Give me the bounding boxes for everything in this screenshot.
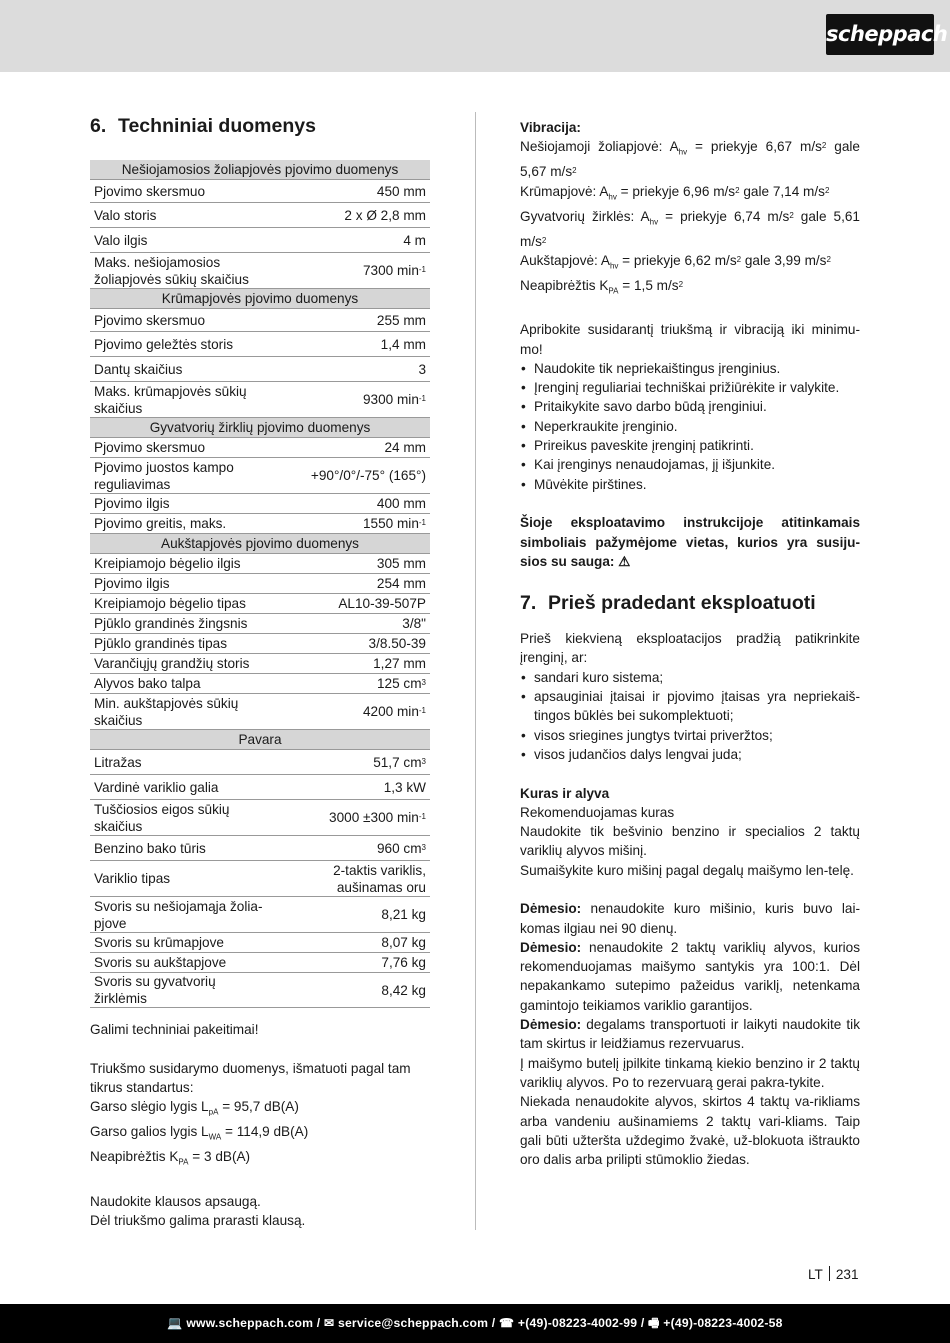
noise-intro: Triukšmo susidarymo duomenys, išmatuoti pagal tam tikrus standartus:: [90, 1060, 411, 1095]
spec-label: Pjūklo grandinės žingsnis: [90, 614, 273, 634]
header-bar: [0, 0, 950, 72]
spec-label: Svoris su aukštapjove: [90, 953, 273, 973]
spec-label: Pjovimo geležtės storis: [90, 332, 273, 357]
spec-label: Dantų skaičius: [90, 357, 273, 382]
list-item: • apsauginiai įtaisai ir pjovimo įtaisas yra nepriekaiš-tingos būklės bei sukomplektuoti;: [520, 687, 860, 726]
table-row: [90, 203, 430, 228]
table-row: [90, 514, 430, 534]
hearing-loss-note: Dėl triukšmo galima prarasti klausą.: [90, 1212, 306, 1228]
brand-logo: scheppach: [826, 14, 934, 55]
spec-label: Valo ilgis: [90, 228, 273, 253]
spec-value: 3000 ±300 $\min^{-1}$: [273, 800, 430, 836]
attention-2: Dėmesio: nenaudokite 2 taktų variklių alyvos, kurios rekomenduojamas maišymo santykis yra 100:1. Dėl nepakankamo sutepimo pažeidus variklį, netenkama gamintojo teikiamos variklio garantijos.: [520, 939, 860, 1013]
section-6-title: Techniniai duomenys: [118, 115, 316, 137]
spec-group-header: [90, 534, 430, 554]
list-item: • Neperkraukite įrenginio.: [520, 417, 860, 436]
table-row: [90, 357, 430, 382]
vibration-line-4: Aukštapjovė: $A_{hv}$ = priekyje 6,62 $m/s^2$ gale 3,99 $m/s^2$: [520, 252, 831, 271]
list-item: • Prireikus paveskite įrenginį patikrinti.: [520, 436, 860, 455]
spec-value: +90°/0°/-75° (165°): [273, 458, 430, 494]
section-7-intro: Prieš kiekvieną eksploatacijos pradžią patikrinkite įrenginį, ar:: [520, 631, 860, 666]
table-row: [90, 554, 430, 574]
section-7-number: 7.: [520, 592, 537, 615]
spec-label: Variklio tipas: [90, 861, 273, 897]
spec-value: 1,3 kW: [273, 775, 430, 800]
spec-value: 1,27 mm: [273, 654, 430, 674]
spec-group-header: [90, 160, 430, 180]
spec-value: 2-taktis variklis, aušinamas oru: [273, 861, 430, 897]
vibration-line-3: Gyvatvorių žirklės: $A_{hv}$ = priekyje 6,74 $m/s^2$ gale 5,61 $m/s^2$: [520, 208, 860, 249]
list-item: • Pritaikykite savo darbo būdą įrenginiui.: [520, 397, 860, 416]
spec-value: 4200 $\min^{-1}$: [273, 694, 430, 730]
noise-lwa: Garso galios lygis $L_{WA} = 114,9$ dB(A): [90, 1124, 309, 1142]
spec-value: 3: [273, 357, 430, 382]
spec-group-label: Krūmapjovės pjovimo duomenys: [90, 289, 430, 309]
table-row: [90, 494, 430, 514]
fuel-title: Kuras ir alyva: [520, 785, 610, 801]
table-row: [90, 332, 430, 357]
table-row: [90, 654, 430, 674]
spec-value: 400 mm: [273, 494, 430, 514]
list-item: • Kai įrenginys nenaudojamas, jį išjunkite.: [520, 455, 860, 474]
table-row: [90, 836, 430, 861]
spec-label: Litražas: [90, 750, 273, 775]
spec-label: Pjovimo ilgis: [90, 574, 273, 594]
table-row: [90, 694, 430, 730]
spec-label: Pjovimo juostos kampo reguliavimas: [90, 458, 273, 494]
limit-intro: Apribokite susidarantį triukšmą ir vibraciją iki minimu-mo!: [520, 322, 860, 357]
spec-value: 305 mm: [273, 554, 430, 574]
spec-group-header: [90, 730, 430, 750]
spec-label: Pjovimo greitis, maks.: [90, 514, 273, 534]
table-row: [90, 458, 430, 494]
spec-group-label: Nešiojamosios žoliapjovės pjovimo duomenys: [90, 160, 430, 180]
spec-label: Vardinė variklio galia: [90, 775, 273, 800]
spec-label: Alyvos bako talpa: [90, 674, 273, 694]
spec-value: 9300 $\min^{-1}$: [273, 382, 430, 418]
ear-protection-note: Naudokite klausos apsaugą.: [90, 1193, 261, 1209]
changes-note: Galimi techniniai pakeitimai!: [90, 1022, 259, 1037]
warning-icon: ⚠: [618, 553, 631, 569]
table-row: [90, 634, 430, 654]
fuel-p2: Naudokite tik bešvinio benzino ir specialios 2 taktų variklių alyvos mišinį.: [520, 824, 860, 859]
spec-value: 1550 $\min^{-1}$: [273, 514, 430, 534]
spec-label: Tuščiosios eigos sūkių skaičius: [90, 800, 273, 836]
table-row: [90, 750, 430, 775]
spec-label: Pjovimo skersmuo: [90, 309, 273, 332]
page-num: 231: [835, 1267, 859, 1282]
table-row: [90, 228, 430, 253]
column-divider: [475, 112, 476, 1230]
section-7-title: Prieš pradedant eksploatuoti: [548, 592, 816, 615]
spec-label: Svoris su krūmapjove: [90, 933, 273, 953]
table-row: [90, 594, 430, 614]
safety-note: Šioje eksploatavimo instrukcijoje atitinkamais simboliais pažymėjome vietas, kurios yra susiju-sios su sauga: ⚠: [520, 515, 860, 569]
table-row: [90, 897, 430, 933]
table-row: [90, 933, 430, 953]
check-list: [520, 668, 860, 764]
spec-label: Pjovimo ilgis: [90, 494, 273, 514]
table-row: [90, 382, 430, 418]
spec-value: 8,07 kg: [273, 933, 430, 953]
vibration-title: Vibracija:: [520, 120, 581, 135]
spec-label: Kreipiamojo bėgelio tipas: [90, 594, 273, 614]
section-6-number: 6.: [90, 115, 107, 137]
vibration-line-5: Neapibrėžtis $K_{PA} = 1,5$ $m/s^2$: [520, 277, 684, 296]
fuel-p1: Rekomenduojamas kuras: [520, 804, 675, 820]
spec-group-header: [90, 418, 430, 438]
spec-value: 450 mm: [273, 180, 430, 203]
left-notes: [90, 1020, 430, 1230]
list-item: • visos judančios dalys lengvai juda;: [520, 745, 860, 764]
table-row: [90, 953, 430, 973]
table-row: [90, 800, 430, 836]
noise-k: Neapibrėžtis $K_{PA} = 3$ dB(A): [90, 1149, 251, 1167]
list-item: • Naudokite tik nepriekaištingus įrenginius.: [520, 359, 860, 378]
spec-group-label: Aukštapjovės pjovimo duomenys: [90, 534, 430, 554]
spec-group-label: Pavara: [90, 730, 430, 750]
spec-value: AL10-39-507P: [273, 594, 430, 614]
section-7-heading: [520, 589, 860, 617]
spec-value: 3/8": [273, 614, 430, 634]
spec-value: 7,76 kg: [273, 953, 430, 973]
spec-value: 51,7 $cm^3$: [273, 750, 430, 775]
spec-group-header: [90, 289, 430, 309]
attention-3: Dėmesio: degalams transportuoti ir laikyti naudokite tik tam skirtus ir leidžiamus rezervuarus.: [520, 1017, 860, 1052]
spec-label: Benzino bako tūris: [90, 836, 273, 861]
spec-label: Valo storis: [90, 203, 273, 228]
right-column: [520, 118, 860, 1169]
spec-group-label: Gyvatvorių žirklių pjovimo duomenys: [90, 418, 430, 438]
table-row: [90, 253, 430, 289]
fuel-p3: Sumaišykite kuro mišinį pagal degalų maišymo len-telę.: [520, 862, 854, 878]
list-item: • sandari kuro sistema;: [520, 668, 860, 687]
spec-value: 254 mm: [273, 574, 430, 594]
fuel-p5: Niekada nenaudokite alyvos, skirtos 4 taktų va-rikliams arba vandeniu aušinamiems 2 taktų vari-kliams. Taip gali būti užteršta uždegimo žvakė, už-blokuota ištraukto oro dalis arba prilipti stūmoklio žiedas.: [520, 1094, 860, 1168]
spec-value: 1,4 mm: [273, 332, 430, 357]
spec-label: Svoris su gyvatvorių žirklėmis: [90, 973, 273, 1008]
limit-list: [520, 359, 860, 494]
spec-value: 8,21 kg: [273, 897, 430, 933]
table-row: [90, 438, 430, 458]
table-row: [90, 574, 430, 594]
spec-value: 4 m: [273, 228, 430, 253]
page-language: LT: [808, 1267, 823, 1282]
spec-value: 125 $cm^3$: [273, 674, 430, 694]
spec-value: 8,42 kg: [273, 973, 430, 1008]
table-row: [90, 973, 430, 1008]
spec-label: Kreipiamojo bėgelio ilgis: [90, 554, 273, 574]
vibration-line-1: Nešiojamoji žoliapjovė: $A_{hv}$ = priekyje 6,67 $m/s^2$ gale 5,67 $m/s^2$: [520, 139, 860, 180]
section-6-heading: [90, 112, 430, 140]
spec-label: Maks. krūmapjovės sūkių skaičius: [90, 382, 273, 418]
spec-label: Svoris su nešiojamąja žolia-pjove: [90, 897, 273, 933]
page-number: [808, 1266, 859, 1282]
list-item: • Mūvėkite pirštines.: [520, 475, 860, 494]
spec-value: 7300 $\min^{-1}$: [273, 253, 430, 289]
table-row: [90, 309, 430, 332]
table-row: [90, 775, 430, 800]
list-item: • visos sriegines jungtys tvirtai priveržtos;: [520, 726, 860, 745]
spec-label: Pjovimo skersmuo: [90, 438, 273, 458]
spec-value: 24 mm: [273, 438, 430, 458]
noise-lpa: Garso slėgio lygis $L_{pA} = 95,7$ dB(A): [90, 1099, 299, 1117]
spec-value: 255 mm: [273, 309, 430, 332]
spec-label: Pjovimo skersmuo: [90, 180, 273, 203]
spec-table: [90, 160, 430, 1008]
spec-value: 2 x Ø 2,8 mm: [273, 203, 430, 228]
list-item: • Įrenginį reguliariai techniškai prižiūrėkite ir valykite.: [520, 378, 860, 397]
attention-1: Dėmesio: nenaudokite kuro mišinio, kuris buvo lai-komas ilgiau nei 90 dienų.: [520, 901, 860, 936]
spec-label: Pjūklo grandinės tipas: [90, 634, 273, 654]
spec-label: Maks. nešiojamosios žoliapjovės sūkių skaičius: [90, 253, 273, 289]
table-row: [90, 674, 430, 694]
spec-label: Varančiųjų grandžių storis: [90, 654, 273, 674]
table-row: [90, 180, 430, 203]
table-row: [90, 614, 430, 634]
footer-contact-bar: 💻 www.scheppach.com / ✉ service@scheppach.com / ☎ +(49)-08223-4002-99 / 🖷 +(49)-08223-4002-58: [0, 1304, 950, 1343]
spec-value: 3/8.50-39: [273, 634, 430, 654]
table-row: [90, 861, 430, 897]
left-column: [90, 112, 430, 1228]
vibration-line-2: Krūmapjovė: $A_{hv}$ = priekyje 6,96 $m/s^2$ gale 7,14 $m/s^2$: [520, 183, 830, 202]
spec-label: Min. aukštapjovės sūkių skaičius: [90, 694, 273, 730]
spec-value: 960 $cm^3$: [273, 836, 430, 861]
fuel-p4: Į maišymo butelį įpilkite tinkamą kiekio benzino ir 2 taktų variklių alyvos. Po to rezervuarą gerai pakra-tykite.: [520, 1055, 860, 1090]
